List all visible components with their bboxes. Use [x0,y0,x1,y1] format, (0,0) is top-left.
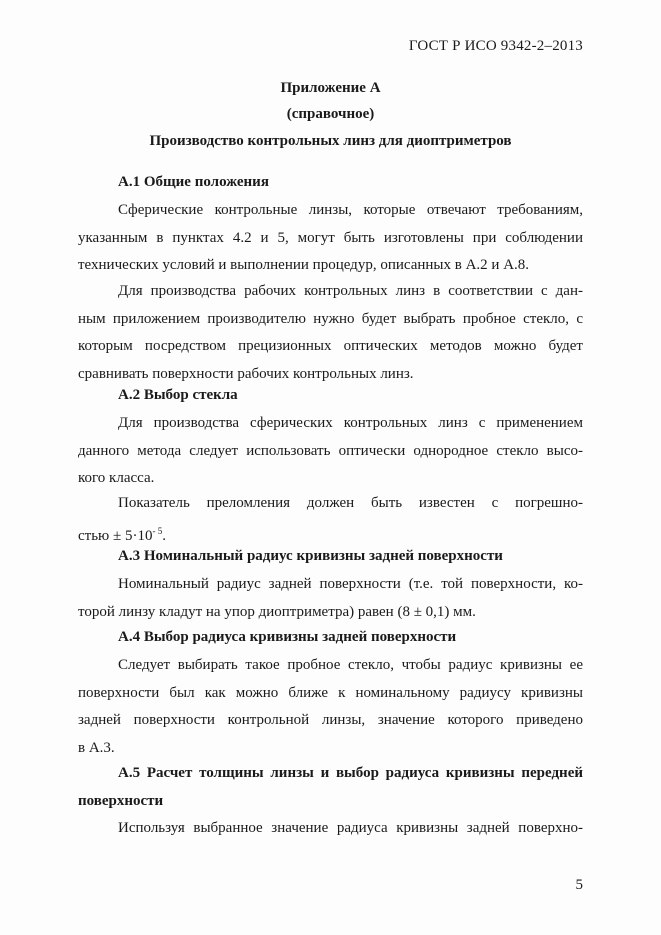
text-line: поверхности был как можно ближе к номинальному радиусу кривизны [78,684,583,701]
text-line: кого класса. [78,470,155,486]
text-line: данного метода следует использовать оптически однородное стекло высо- [78,442,583,459]
section-a1-heading: А.1 Общие положения [118,174,269,190]
section-a2-heading: А.2 Выбор стекла [118,387,238,403]
page-number: 5 [575,877,583,893]
heading-line: поверхности [78,792,164,809]
exponent: - 5 [152,525,163,536]
standard-header: ГОСТ Р ИСО 9342-2–2013 [408,38,583,54]
text-line: в А.3. [78,739,115,756]
section-a3-heading: А.3 Номинальный радиус кривизны задней поверхности [118,548,503,564]
text-line: Используя выбранное значение радиуса кривизны задней поверхно- [118,820,583,836]
section-a4-heading: А.4 Выбор радиуса кривизны задней поверхности [118,629,457,645]
section-a2-paragraph-2 [78,490,583,550]
text-line: Следует выбирать такое пробное стекло, чтобы радиус кривизны ее [118,657,583,673]
text-line: технических условий и выполнении процедур, описанных в А.2 и А.8. [78,257,530,273]
text-line: Показатель преломления должен быть известен с погрешно- [118,495,583,511]
text-line [78,518,583,551]
section-a5-heading [78,760,583,815]
text-line: Сферические контрольные линзы, которые отвечают требованиям, [118,202,583,218]
appendix-subject: Производство контрольных линз для диоптриметров [149,133,512,149]
text-line: задней поверхности контрольной линзы, значение которого приведено [78,712,583,728]
section-a3-paragraph-1 [78,571,583,626]
text-line: Для производства сферических контрольных линз с применением [118,415,583,431]
heading-line: А.5 Расчет толщины линзы и выбор радиуса кривизны передней [118,765,583,781]
appendix-status: (справочное) [286,106,375,122]
text-line: указанным в пунктах 4.2 и 5, могут быть изготовлены при соблюдении [78,229,583,246]
text-line: Номинальный радиус задней поверхности (т.е. той поверхности, ко- [118,576,583,592]
section-a5-paragraph-1 [78,815,583,843]
section-a1-paragraph-2 [78,278,583,388]
text-fragment: стью ± 5·10 [78,527,153,544]
text-line: сравнивать поверхности рабочих контрольных линз. [78,365,414,382]
section-a1-paragraph-1 [78,197,583,280]
text-line: которым посредством прецизионных оптических методов можно будет [78,338,583,354]
section-a4-paragraph-1 [78,652,583,762]
text-fragment: . [162,527,166,544]
section-a2-paragraph-1 [78,410,583,493]
text-line: торой линзу кладут на упор диоптриметра) равен (8 ± 0,1) мм. [78,603,476,620]
text-line: Для производства рабочих контрольных линз в соответствии с дан- [118,283,583,299]
appendix-title: Приложение А [280,80,381,96]
text-line: ным приложением производителю нужно будет выбрать пробное стекло, с [78,310,583,327]
